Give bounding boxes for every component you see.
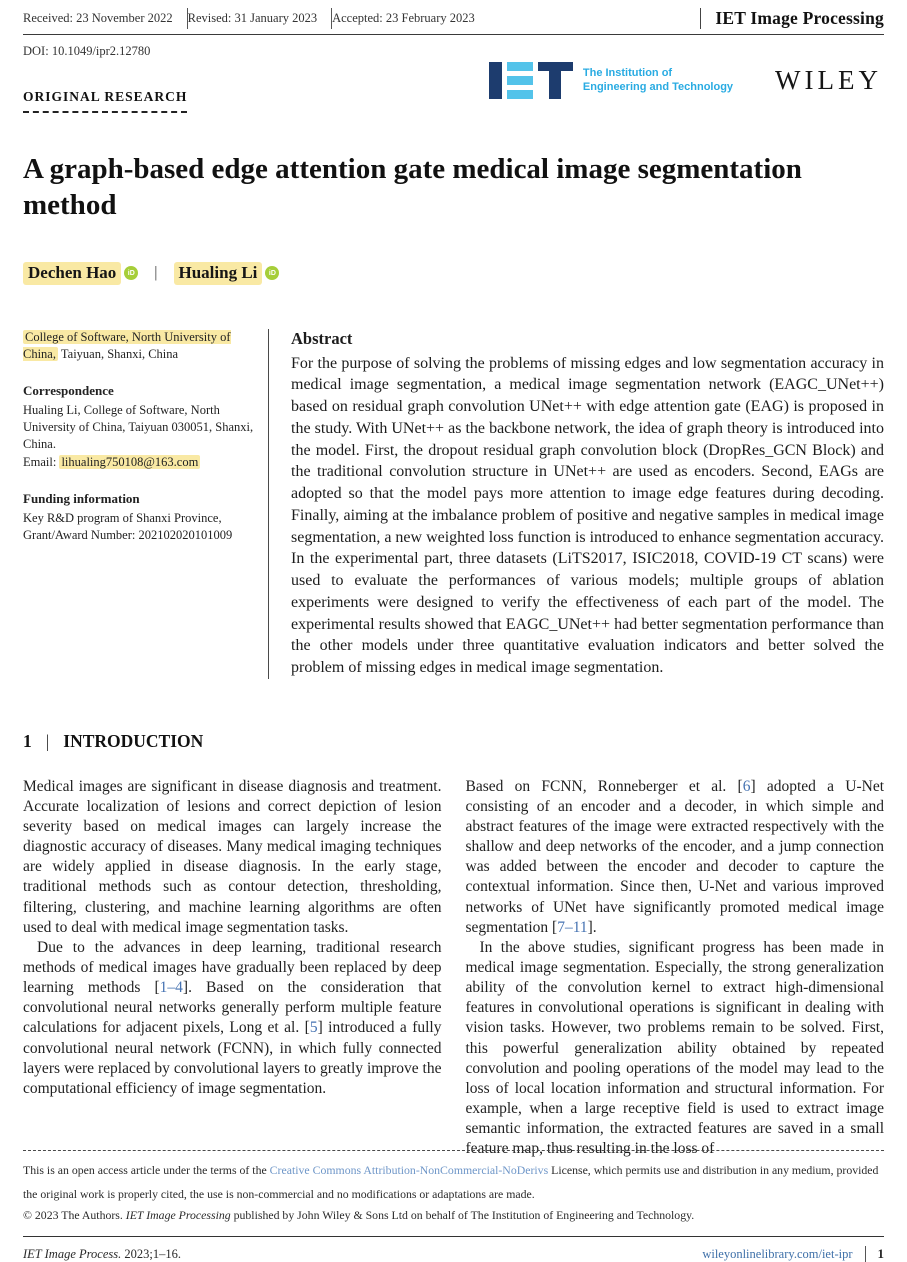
doi-logo-row [23,44,884,113]
correspondence-block [23,382,254,471]
paragraph: Medical images are significant in disease diagnosis and treatment. Accurate localization of lesions and correct depiction of lesion severity based on medical images can largely increase the diagnostic accuracy of diseases. Many medical imaging techniques are widely applied in disease diagnosis. In the early stage, traditional methods such as contour detection, thresholding, filtering, clustering, and machine learning algorithms are often used to deal with medical image segmentation tasks. [23,777,442,936]
page-number-divider [865,1246,866,1262]
iet-letter-t [538,62,573,99]
paragraph: Based on FCNN, Ronneberger et al. [6] adopted a U-Net consisting of an encoder and a decoder, in which simple and abstract features of the image were extracted respectively with the shallow and deep networks of the encoder, and a jump connection was added between the encoder and decoder to capture the contextual information. Since then, U-Net and various improved networks of UNet have significantly promoted medical image segmentation [7–11]. [465,777,885,936]
left-column [23,777,442,1160]
wiley-logo: WILEY [775,65,882,95]
page-footer [23,1150,884,1262]
section-number: 1 [23,730,32,751]
abstract-heading: Abstract [291,328,353,348]
affiliation: College of Software, North University of China, Taiyuan, Shanxi, China [23,329,231,361]
paragraph: Due to the advances in deep learning, traditional research methods of medical images have gradually been replaced by deep learning methods [1–4]. Based on the consideration that convolutional neural networks generally perform multiple feature calculations for adjacent pixels, Long et al. [5] introduced a fully convolutional neural network (FCNN), in which fully connected layers were replaced by convolutional layers to greatly improve the computational efficiency of image segmentation. [23,938,442,1097]
section-heading-introduction [23,731,884,752]
copyright-line: © 2023 The Authors. IET Image Processing published by John Wiley & Sons Ltd on behalf of The Institution of Engineering and Technology. [23,1208,695,1223]
dates-group [23,8,700,29]
header-dates-row [23,8,884,35]
funding-heading: Funding information [23,490,140,506]
bottom-bar [23,1246,884,1262]
body-columns [23,777,884,1160]
meta-abstract-section [23,329,884,679]
abstract-column [269,329,884,679]
abstract-text: For the purpose of solving the problems of missing edges and low segmentation accuracy in medical image segmentation, a medical image segmentation network (EAGC_UNet++) based on residual graph convolution UNet++ with edge attention gate (EAG) is proposed in the study. With UNet++ as the backbone network, the idea of graph theory is introduced into the model. First, the dropout residual graph convolution block (DropRes_GCN Block) and the traditional convolution structure in UNet++ are used as encoders. Second, EAGs are adopted so that the model pays more attention to image edge features during decoding. Finally, aiming at the imbalance problem of positive and negative samples in medical image segmentation, a new weighted loss function is introduced to enhance segmentation accuracy. In the experimental part, three datasets (LiTS2017, ISIC2018, COVID-19 CT scans) were used to evaluate the performances of various models; multiple groups of ablation experiments were designed to verify the effectiveness of each part of the model. The experimental results showed that EAGC_UNet++ had better segmentation performance than the other models under three quantitative evaluation indicators and better solved the problem of missing edges in medical image segmentation. [291,354,884,676]
iet-letter-i [489,62,502,99]
article-type-label: ORIGINAL RESEARCH [23,89,187,113]
right-column [466,777,885,1160]
iet-logo-text [583,67,733,93]
iet-logo-line2: Engineering and Technology [582,80,734,93]
citation-info: IET Image Process. 2023;1–16. [23,1246,181,1261]
journal-name-box [700,8,884,29]
funding-block [23,490,254,544]
dashed-rule [23,1150,884,1151]
journal-name: IET Image Processing [715,8,884,28]
revised-date: Revised: 31 January 2023 [187,11,318,25]
funding-text: Key R&D program of Shanxi Province, Grant/Award Number: 202102020101009 [23,510,233,543]
section-divider: | [45,730,50,751]
author-divider: | [154,264,158,281]
orcid-icon[interactable]: iD [124,266,138,280]
author-link[interactable]: Hualing Li [174,262,263,285]
article-meta-column [23,329,268,679]
section-title: INTRODUCTION [63,730,204,751]
iet-letters-icon [489,62,573,99]
publisher-logos [489,48,884,113]
correspondence-text: Hualing Li, College of Software, North University of China, Taiyuan 030051, Shanxi, China. [23,402,254,452]
correspondence-heading: Correspondence [23,383,114,398]
page-number: 1 [877,1246,884,1262]
paragraph: In the above studies, significant progress has been made in medical image segmentation. Especially, the strong generalization ability of the convolution kernel to extract high-dimensional features in convolutional operations is significant in dealing with vision tasks. However, two problems remain to be solved. First, this powerful generalization ability obtained by repeated convolution and pooling operations of the model may lead to the loss of local location information and structural information. For example, when a large receptive field is used to extract image semantic information, the extracted features are saved in a small feature map, thus resulting in the loss of [465,938,884,1158]
received-date: Received: 23 November 2022 [23,11,173,25]
open-access-statement: This is an open access article under the terms of the Creative Commons Attribution-NonCommercial-NoDerivs License, which permits use and distribution in any medium, provided the original work is properly cited, the use is non-commercial and no modifications or adaptations are made. [23,1163,879,1201]
iet-logo-line1: The Institution of [582,67,673,80]
footer-rule [23,1236,884,1237]
journal-website-link[interactable]: wileyonlinelibrary.com/iet-ipr [702,1246,853,1261]
doi: DOI: 10.1049/ipr2.12780 [23,44,151,58]
author-list [23,262,884,285]
email-line[interactable]: Email: lihualing750108@163.com [23,454,199,469]
orcid-icon[interactable]: iD [265,266,279,280]
iet-letter-e [507,62,533,99]
bottom-right-group [702,1246,884,1262]
accepted-date: Accepted: 23 February 2023 [332,11,475,25]
author-link[interactable]: Dechen Hao [23,262,121,285]
doi-and-type [23,44,489,113]
iet-logo [489,62,733,99]
paper-title: A graph-based edge attention gate medical image segmentation method [23,153,802,222]
